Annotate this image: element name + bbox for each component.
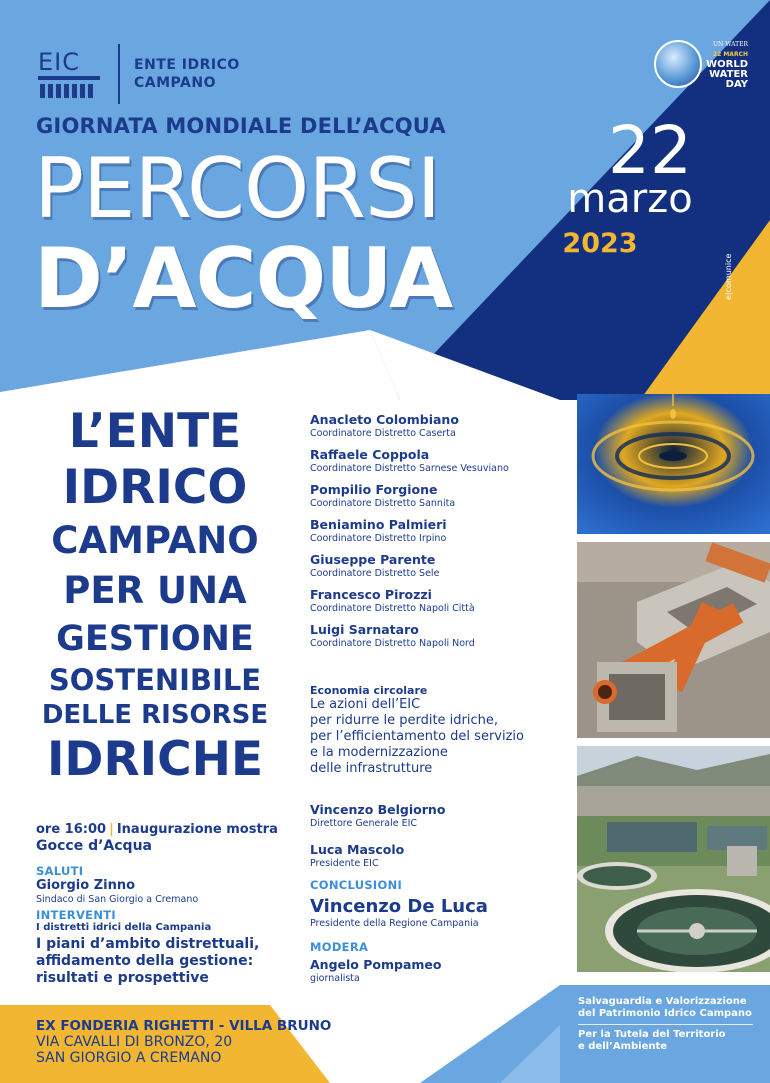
speaker-item: [310, 552, 570, 580]
speakers-list: [310, 412, 570, 657]
moderator-name: Angelo Pompameo: [310, 957, 442, 972]
main-heading: [30, 404, 280, 788]
heading-line-7: DELLE RISORSE: [41, 700, 269, 730]
speaker-item: [310, 412, 570, 440]
modera-label: MODERA: [310, 940, 369, 954]
heading-line-5: GESTIONE: [56, 619, 254, 659]
speaker-role: Coordinatore Distretto Sarnese Vesuviano: [310, 463, 509, 474]
talk-line-3: risultati e prospettive: [36, 970, 209, 986]
interventi-label: INTERVENTI: [36, 908, 116, 922]
speaker-name: Vincenzo Belgiorno: [310, 802, 446, 817]
venue-city: SAN GIORGIO A CREMANO: [36, 1050, 222, 1066]
saluti-label: SALUTI: [36, 864, 84, 878]
speaker-item: [310, 517, 570, 545]
logo-divider: [118, 44, 120, 104]
slogan-line-1: Salvaguardia e Valorizzazione: [578, 996, 747, 1007]
speaker-item: [310, 622, 570, 650]
speaker-name: Pompilio Forgione: [310, 482, 438, 497]
badge-line-4: WATER: [709, 69, 748, 80]
event-date-year: 2023: [562, 228, 638, 259]
speaker-name: Giuseppe Parente: [310, 552, 436, 567]
eic-logo: [36, 44, 104, 104]
venue-name: EX FONDERIA RIGHETTI - VILLA BRUNO: [36, 1018, 332, 1034]
conclusion-speaker-name: Vincenzo De Luca: [310, 896, 488, 917]
badge-line-5: DAY: [725, 79, 748, 90]
economia-line-5: delle infrastrutture: [310, 761, 433, 776]
water-drop-photo: [577, 394, 770, 534]
time-separator: |: [109, 822, 114, 837]
speaker-role: Presidente EIC: [310, 858, 379, 869]
talk-line-1: I piani d’ambito distrettuali,: [36, 936, 260, 952]
event-date-month: marzo: [567, 176, 693, 222]
slogan-divider: [578, 1024, 753, 1025]
speaker-item: [310, 482, 570, 510]
conclusion-speaker-role: Presidente della Regione Campania: [310, 918, 479, 929]
speaker-role: Direttore Generale EIC: [310, 818, 418, 829]
economia-title: [310, 697, 524, 777]
speaker-belgiorno: [310, 802, 445, 830]
event-title-line-1: PERCORSI: [34, 140, 441, 237]
heading-line-8: IDRICHE: [46, 732, 264, 787]
economia-line-1: Le azioni dell’EIC: [310, 697, 421, 712]
venue-address: [36, 1034, 232, 1066]
pipes-construction-photo: [577, 542, 770, 738]
economia-line-4: e la modernizzazione: [310, 745, 448, 760]
economia-line-2: per ridurre le perdite idriche,: [310, 713, 499, 728]
globe-icon: [654, 40, 702, 88]
designer-credit: e|comunice: [724, 253, 733, 300]
exhibition-name: Gocce d’Acqua: [36, 838, 152, 854]
speaker-name: Raffaele Coppola: [310, 447, 430, 462]
economia-label: Economia circolare: [310, 684, 428, 697]
talk-line-2: affidamento della gestione:: [36, 953, 254, 969]
badge-line-2: 22 MARCH: [712, 51, 748, 58]
footer-slogan: [578, 996, 758, 1053]
badge-line-3: WORLD: [706, 59, 748, 70]
speaker-role: Coordinatore Distretto Sele: [310, 568, 440, 579]
speaker-name: Luigi Sarnataro: [310, 622, 419, 637]
speaker-role: Coordinatore Distretto Sannita: [310, 498, 456, 509]
badge-line-1: UN WATER: [713, 41, 748, 48]
conclusioni-label: CONCLUSIONI: [310, 878, 403, 892]
logo-line-1: ENTE IDRICO: [134, 57, 240, 73]
svg-text:EIC: EIC: [38, 48, 80, 76]
interventi-subtitle: I distretti idrici della Campania: [36, 922, 212, 933]
speaker-name: Luca Mascolo: [310, 842, 405, 857]
heading-line-6: SOSTENIBILE: [48, 663, 262, 697]
saluti-speaker-role: Sindaco di San Giorgio a Cremano: [36, 894, 199, 905]
water-treatment-plant-photo: [577, 746, 770, 972]
program-time: [36, 822, 278, 837]
speaker-name: Anacleto Colombiano: [310, 412, 459, 427]
speaker-role: Coordinatore Distretto Caserta: [310, 428, 456, 439]
speaker-name: Beniamino Palmieri: [310, 517, 447, 532]
event-date-day: 22: [608, 112, 692, 189]
speaker-role: Coordinatore Distretto Irpino: [310, 533, 447, 544]
time-text: ore 16:00: [36, 822, 107, 837]
heading-line-3: CAMPANO: [51, 519, 259, 562]
world-water-day-badge: [654, 36, 748, 96]
moderator: [310, 957, 441, 985]
slogan-line-4: e dell’Ambiente: [578, 1041, 668, 1052]
speaker-name: Francesco Pirozzi: [310, 587, 432, 602]
event-subtitle: GIORNATA MONDIALE DELL’ACQUA: [36, 114, 446, 138]
speaker-role: Coordinatore Distretto Napoli Nord: [310, 638, 475, 649]
venue-street: VIA CAVALLI DI BRONZO, 20: [36, 1034, 233, 1050]
heading-line-2: IDRICO: [62, 460, 248, 515]
saluti-speaker-name: Giorgio Zinno: [36, 878, 136, 893]
speaker-item: [310, 587, 570, 615]
moderator-role: giornalista: [310, 973, 360, 984]
speaker-role: Coordinatore Distretto Napoli Città: [310, 603, 475, 614]
logo-line-2: CAMPANO: [134, 75, 216, 91]
event-title-line-2: D’ACQUA: [34, 230, 453, 327]
heading-line-1: L’ENTE: [68, 404, 242, 459]
economia-circolare-block: [310, 684, 524, 777]
heading-line-4: PER UNA: [63, 569, 247, 612]
slogan-line-2: del Patrimonio Idrico Campano: [578, 1008, 752, 1019]
speaker-mascolo: [310, 842, 404, 870]
economia-line-3: per l’efficientamento del servizio: [310, 729, 524, 744]
logo-text: [134, 56, 240, 92]
slogan-line-3: Per la Tutela del Territorio: [578, 1029, 726, 1040]
event-name: Inaugurazione mostra: [116, 822, 278, 837]
speaker-item: [310, 447, 570, 475]
talk-title: [36, 936, 259, 987]
